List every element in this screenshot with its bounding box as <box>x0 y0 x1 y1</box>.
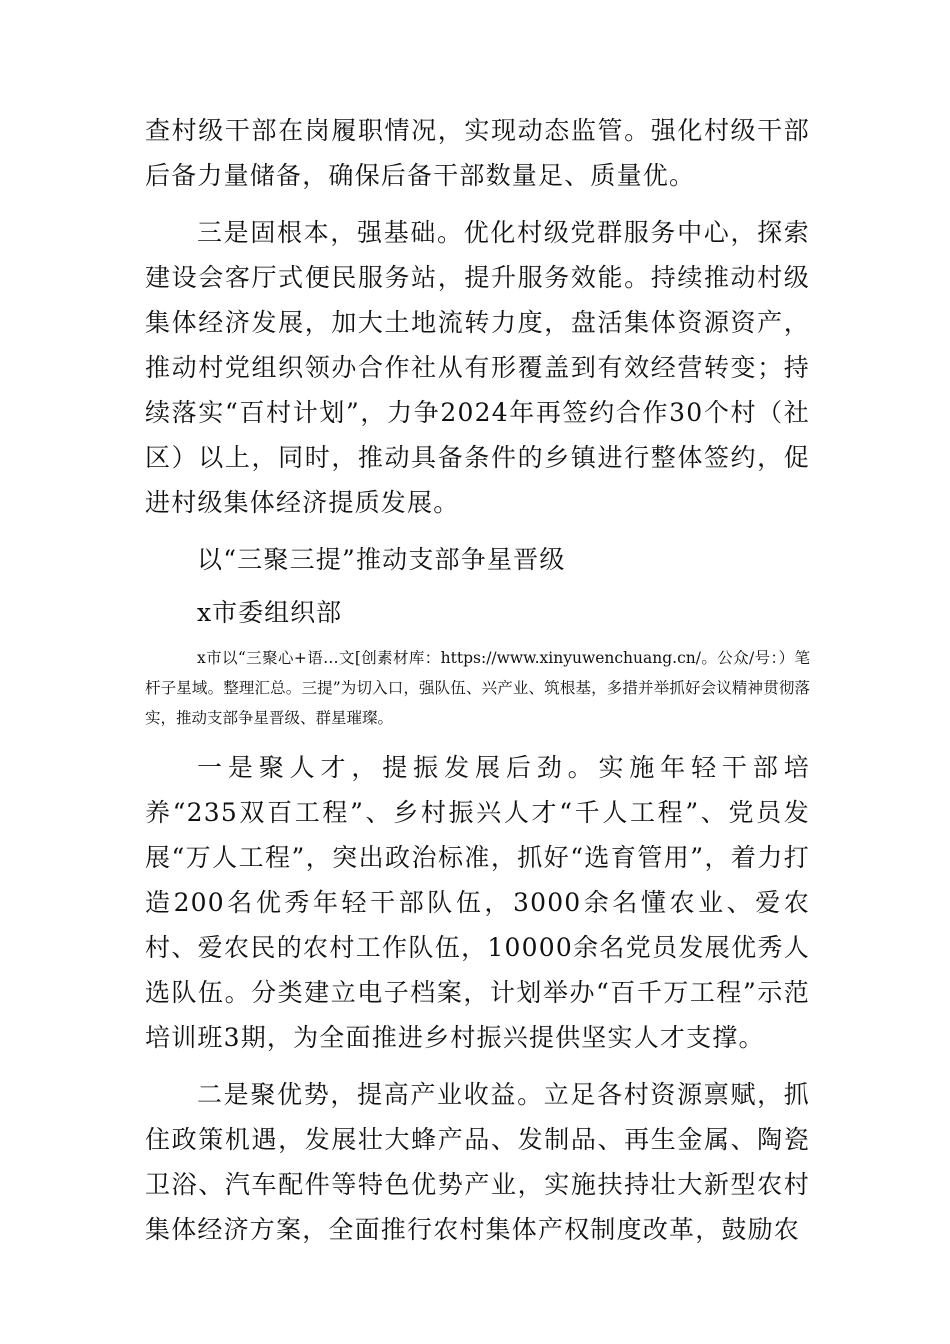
article-title: 以“三聚三提”推动支部争星晋级 <box>197 545 566 574</box>
paragraph-strengthen-foundation: 三是固根本，强基础。优化村级党群服务中心，探索建设会客厅式便民服务站，提升服务效能。持续推动村级集体经济发展，加大土地流转力度，盘活集体资源资产，推动村党组织领办合作社从有形覆盖到有效经营转变；持续落实“百村计划”，力争2024年再签约合作30个村（社区）以上，同时，推动具备条件的乡镇进行整体签约，促进村级集体经济提质发展。 <box>145 218 810 517</box>
paragraph-gather-talent: 一是聚人才，提振发展后劲。实施年轻干部培养“235双百工程”、乡村振兴人才“千人工程”、党员发展“万人工程”，突出政治标准，抓好“选育管用”，着力打造200名优秀年轻干部队伍，3000余名懂农业、爱农村、爱农民的农村工作队伍，10000余名党员发展优秀人选队伍。分类建立电子档案，计划举办“百千万工程”示范培训班3期，为全面推进乡村振兴提供坚实人才支撑。 <box>145 753 810 1052</box>
article-author: x市委组织部 <box>197 598 343 627</box>
document-page <box>145 108 810 1252</box>
article-intro: x市以“三聚心+语…文[创素材库：https://www.xinyuwenchuang.cn/。公众/号：）笔杆子星域。整理汇总。三提”为切入口，强队伍、兴产业、筑根基，多措并举抓好会议精神贯彻落实，推动支部争星晋级、群星璀璨。 <box>145 649 810 727</box>
paragraph-gather-advantage: 二是聚优势，提高产业收益。立足各村资源禀赋，抓住政策机遇，发展壮大蜂产品、发制品、再生金属、陶瓷卫浴、汽车配件等特色优势产业，实施扶持壮大新型农村集体经济方案，全面推行农村集体产权制度改革，鼓励农 <box>145 1080 810 1244</box>
paragraph-village-cadre-reserve: 查村级干部在岗履职情况，实现动态监管。强化村级干部后备力量储备，确保后备干部数量足、质量优。 <box>145 116 810 190</box>
